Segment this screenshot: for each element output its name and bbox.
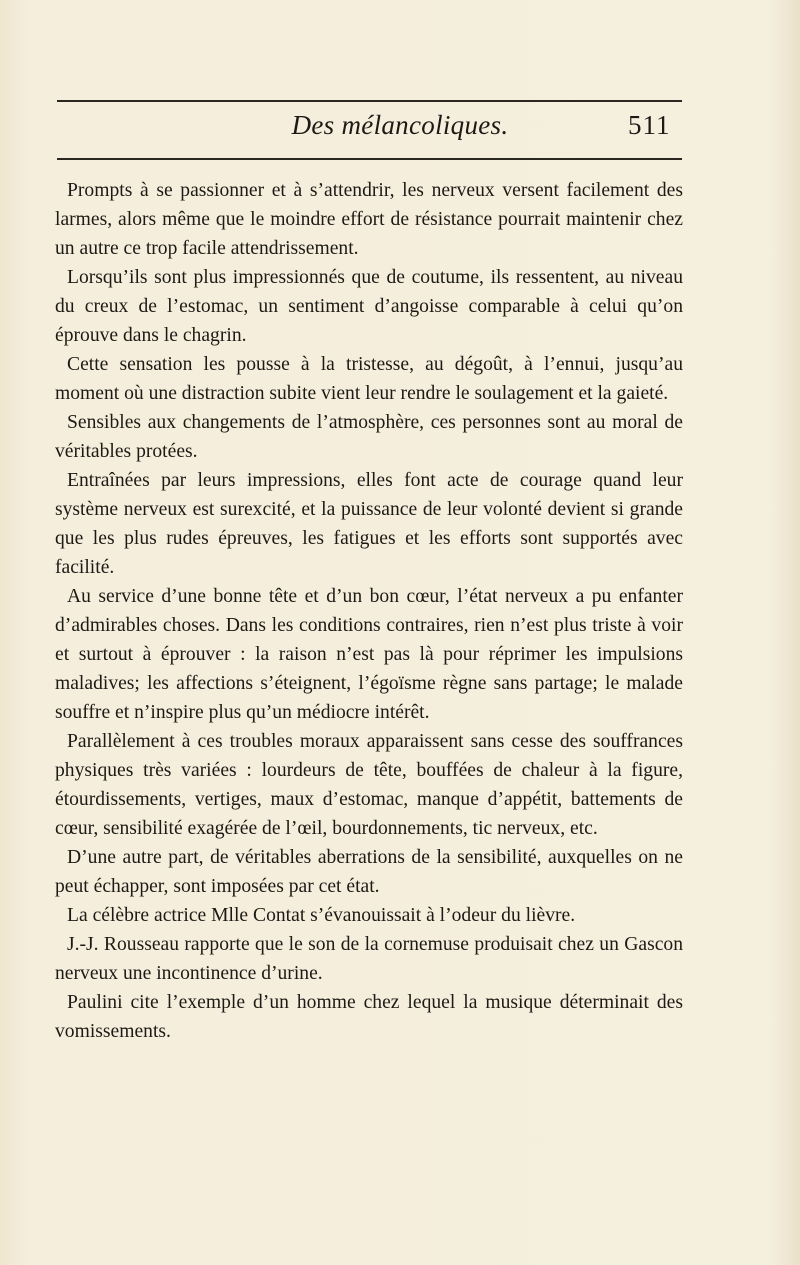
header-bottom-rule xyxy=(57,158,682,160)
header-top-rule xyxy=(57,100,682,102)
page-number: 511 xyxy=(628,110,671,140)
paragraph: La célèbre actrice Mlle Contat s’évanouissait à l’odeur du lièvre. xyxy=(67,905,576,926)
paragraph: Lorsqu’ils sont plus impressionnés que de coutume, ils ressentent, au niveau du creux de l’estomac, un sentiment d’angoisse comparable à celui qu’on éprouve dans le chagrin. xyxy=(55,267,683,346)
paragraph: D’une autre part, de véritables aberrations de la sensibilité, auxquelles on ne peut échapper, sont imposées par cet état. xyxy=(55,847,683,897)
paragraph: Sensibles aux changements de l’atmosphère, ces personnes sont au moral de véritables protées. xyxy=(55,412,683,462)
paragraph: J.-J. Rousseau rapporte que le son de la cornemuse produisait chez un Gascon nerveux une incontinence d’urine. xyxy=(55,934,683,984)
paragraph: Prompts à se passionner et à s’attendrir, les nerveux versent facilement des larmes, alors même que le moindre effort de résistance pourrait maintenir chez un autre ce trop facile attendrissement. xyxy=(55,180,683,259)
paragraph: Parallèlement à ces troubles moraux apparaissent sans cesse des souffrances physiques très variées : lourdeurs de tête, bouffées de chaleur à la figure, étourdissements, vertiges, maux d’estomac, manque d’appétit, battements de cœur, sensibilité exagérée de l’œil, bourdonnements, tic nerveux, etc. xyxy=(55,731,683,839)
paragraph: Cette sensation les pousse à la tristesse, au dégoût, à l’ennui, jusqu’au moment où une distraction subite vient leur rendre le soulagement et la gaieté. xyxy=(55,354,683,404)
paragraph: Au service d’une bonne tête et d’un bon cœur, l’état nerveux a pu enfanter d’admirables choses. Dans les conditions contraires, rien n’est plus triste à voir et surtout à éprouver : la raison n’est pas là pour réprimer les impulsions maladives; les affections s’éteignent, l’égoïsme règne sans partage; le malade souffre et n’inspire plus qu’un médiocre intérêt. xyxy=(55,586,683,723)
paragraph: Entraînées par leurs impressions, elles font acte de courage quand leur système nerveux est surexcité, et la puissance de leur volonté devient si grande que les plus rudes épreuves, les fatigues et les efforts sont supportés avec facilité. xyxy=(55,470,683,578)
running-title: Des mélancoliques. xyxy=(291,110,509,140)
paragraph: Paulini cite l’exemple d’un homme chez lequel la musique déterminait des vomissements. xyxy=(55,992,683,1042)
body-text xyxy=(55,176,683,1046)
